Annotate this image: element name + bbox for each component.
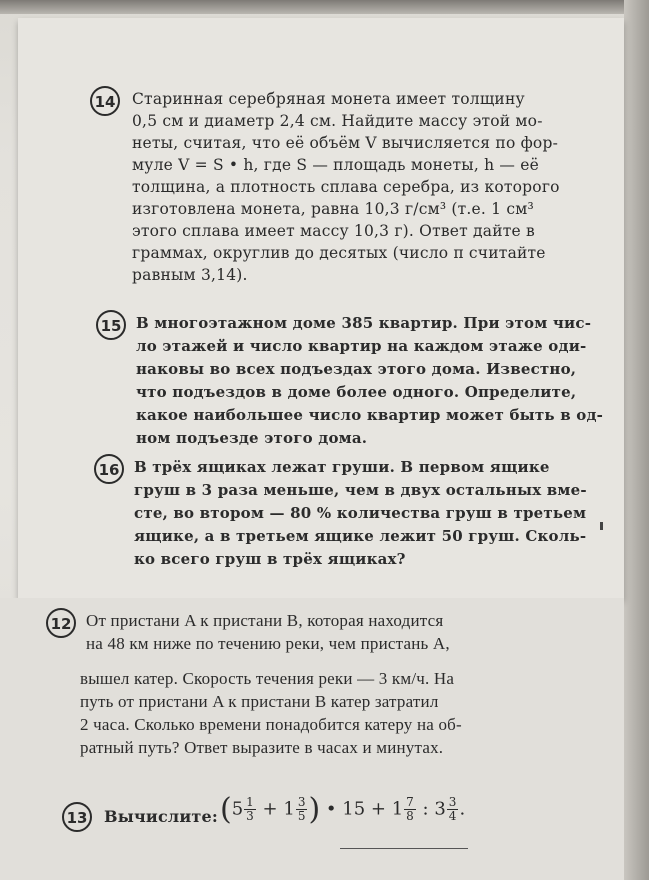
problem-14-line: граммах, округлив до десятых (число π считайте	[132, 244, 546, 262]
problem-14-line: толщина, а плотность сплава серебра, из которого	[132, 178, 560, 196]
problem-16-line: В трёх ящиках лежат груши. В первом ящике	[134, 458, 550, 476]
times-fifteen-plus: • 15 +	[325, 798, 386, 820]
denominator: 4	[448, 809, 457, 823]
mixed-whole: 1	[283, 798, 295, 820]
denominator: 8	[406, 809, 414, 823]
problem-15-line: ном подъезде этого дома.	[136, 429, 368, 447]
problem-12-line: От пристани A к пристани B, которая находится	[86, 611, 444, 630]
fraction	[447, 796, 459, 823]
problem-14-line: этого сплава имеет массу 10,3 г). Ответ дайте в	[132, 222, 535, 240]
problem-15-line: В многоэтажном доме 385 квартир. При этом чис-	[136, 314, 592, 332]
problem-12-line: на 48 км ниже по течению реки, чем пристань A,	[86, 634, 450, 653]
numerator: 7	[406, 795, 414, 809]
open-paren: (	[220, 792, 232, 827]
numerator: 3	[297, 795, 306, 809]
problem-16-line: сте, во втором — 80 % количества груш в третьем	[134, 504, 587, 522]
mixed-whole: 1	[391, 798, 404, 820]
margin-mark	[600, 522, 603, 530]
close-paren: )	[308, 792, 321, 827]
division-colon: :	[422, 798, 429, 820]
problem-14-line: муле V = S • h, где S — площадь монеты, h — её	[132, 156, 539, 174]
plus-sign: +	[262, 798, 278, 820]
problem-16-line: ко всего груш в трёх ящиках?	[134, 550, 406, 568]
problem-14-line: Старинная серебряная монета имеет толщину	[132, 90, 525, 108]
page-edge	[624, 0, 649, 880]
problem-14-line: равным 3,14).	[132, 266, 248, 284]
fraction	[244, 796, 256, 823]
numerator: 3	[448, 795, 457, 809]
problem-number-12: 12	[46, 608, 76, 638]
math-expression	[220, 792, 465, 827]
end-period: .	[459, 798, 466, 820]
problem-12-line: вышел катер. Скорость течения реки — 3 км/ч. На	[80, 669, 455, 688]
problem-13-label: Вычислите:	[104, 807, 219, 826]
fraction	[404, 796, 416, 823]
denominator: 3	[246, 809, 254, 823]
problem-number-16: 16	[94, 454, 124, 484]
problem-number-14: 14	[90, 86, 120, 116]
fraction	[296, 796, 308, 823]
answer-underline	[340, 848, 468, 849]
problem-number-15: 15	[96, 310, 126, 340]
problem-12-line: 2 часа. Сколько времени понадобится катеру на об-	[80, 715, 462, 734]
problem-12-line: ратный путь? Ответ выразите в часах и минутах.	[80, 738, 444, 757]
top-shadow	[0, 0, 649, 14]
problem-number-13: 13	[62, 802, 92, 832]
problem-14-line: неты, считая, что её объём V вычисляется по фор-	[132, 134, 559, 152]
problem-14-line: 0,5 см и диаметр 2,4 см. Найдите массу этой мо-	[132, 112, 543, 130]
denominator: 5	[297, 809, 306, 823]
mixed-whole: 5	[231, 798, 244, 820]
problem-14-line: изготовлена монета, равна 10,3 г/см³ (т.е. 1 см³	[132, 200, 534, 218]
problem-12-line: путь от пристани A к пристани B катер затратил	[80, 692, 439, 711]
numerator: 1	[246, 795, 254, 809]
mixed-whole: 3	[434, 798, 446, 820]
problem-15-line: что подъездов в доме более одного. Определите,	[136, 383, 577, 401]
problem-16-line: ящике, а в третьем ящике лежит 50 груш. Сколь-	[134, 527, 587, 545]
problem-16-line: груш в 3 раза меньше, чем в двух остальных вме-	[134, 481, 587, 499]
problem-15-line: ло этажей и число квартир на каждом этаже оди-	[136, 337, 587, 355]
problem-15-line: какое наибольшее число квартир может быть в од-	[136, 406, 604, 424]
problem-15-line: наковы во всех подъездах этого дома. Известно,	[136, 360, 577, 378]
